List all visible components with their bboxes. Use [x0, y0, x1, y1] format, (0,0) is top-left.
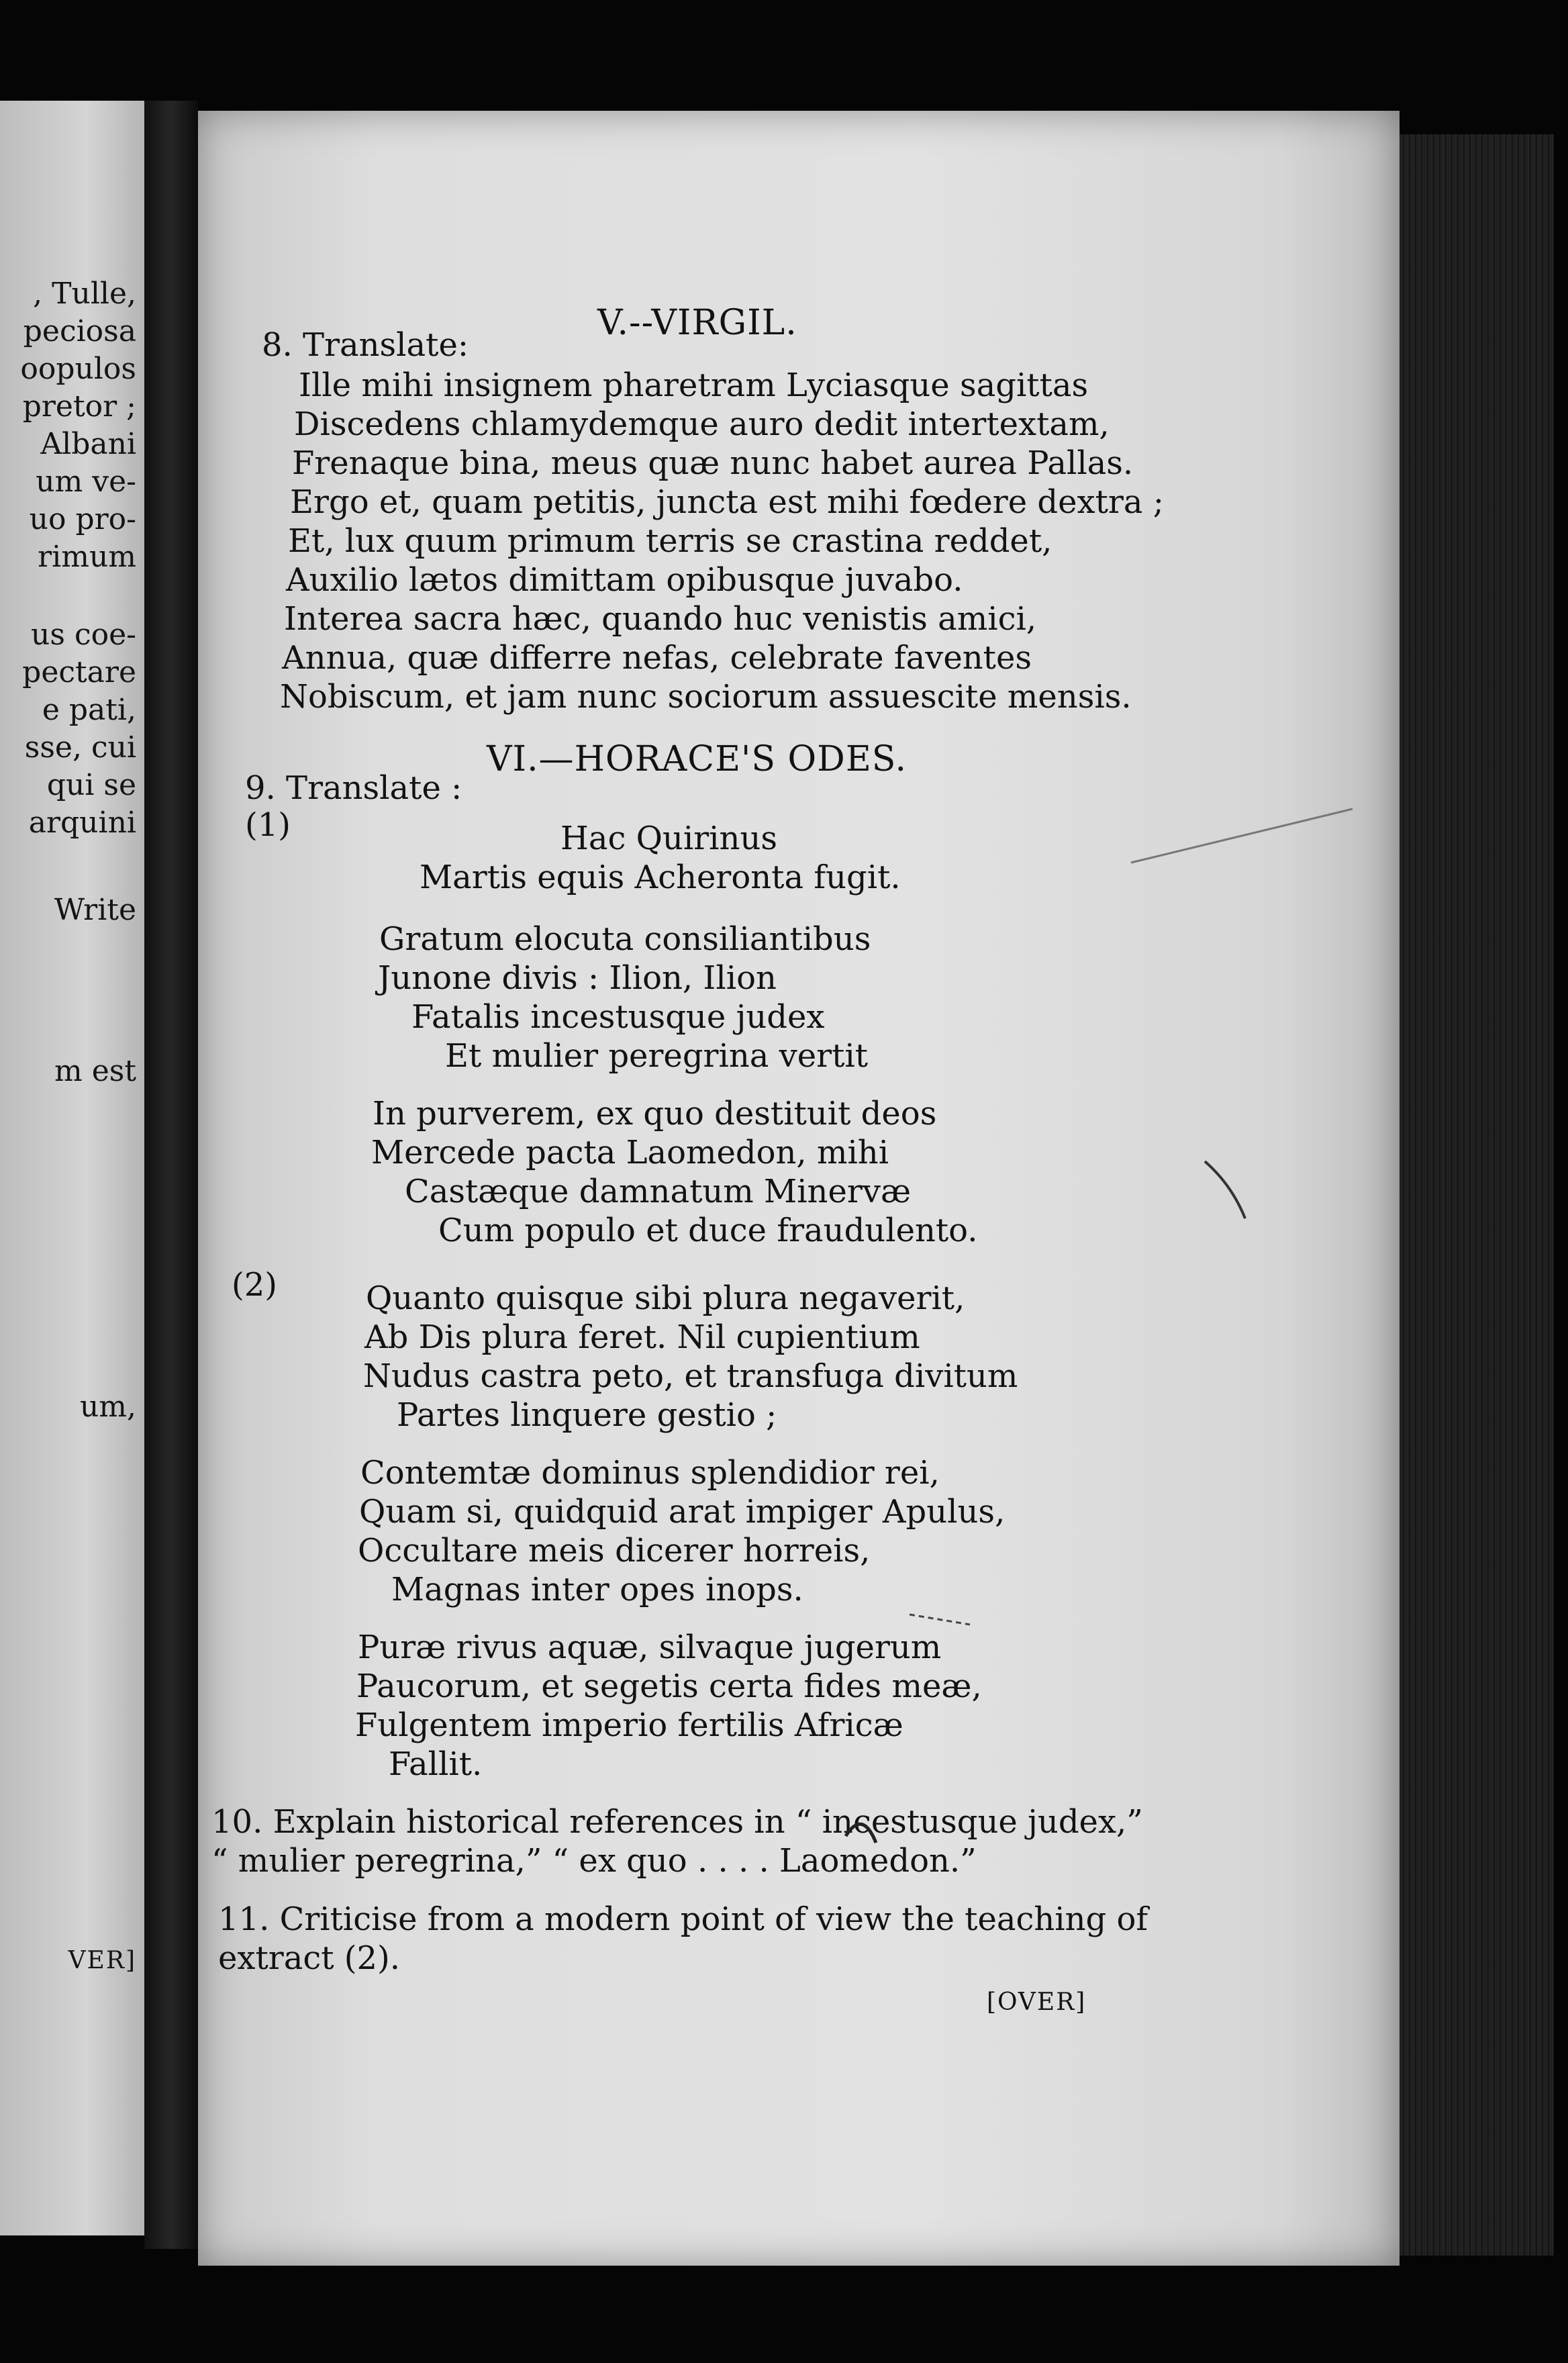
- section-heading-horace: VI.—HORACE'S ODES.: [487, 739, 908, 779]
- verse-line: Quam si, quidquid arat impiger Apulus,: [359, 1493, 1006, 1531]
- question-11-continued: extract (2).: [218, 1939, 401, 1977]
- left-fragment: us coe-: [31, 618, 136, 652]
- left-fragment: um ve-: [36, 465, 136, 499]
- left-fragment: uo pro-: [29, 502, 136, 536]
- left-fragment: Albani: [40, 427, 136, 461]
- verse-line: Frenaque bina, meus quæ nunc habet aurea Pallas.: [292, 444, 1134, 482]
- verse-line: Martis equis Acheronta fugit.: [420, 859, 901, 896]
- verse-line: Auxilio lætos dimittam opibusque juvabo.: [286, 561, 963, 599]
- question-11: 11. Criticise from a modern point of view the teaching of: [218, 1900, 1148, 1938]
- left-fragment: qui se: [46, 768, 136, 802]
- left-fragment: rimum: [38, 540, 136, 574]
- verse-line: Gratum elocuta consiliantibus: [379, 920, 871, 958]
- previous-page-edge: [0, 101, 144, 2235]
- verse-line: Et, lux quum primum terris se crastina reddet,: [288, 522, 1052, 560]
- section-heading-virgil: V.--VIRGIL.: [597, 303, 797, 343]
- left-fragment: arquini: [28, 806, 136, 840]
- book-gutter: [144, 101, 198, 2249]
- extract-1-label: (1): [245, 806, 291, 844]
- question-10: 10. Explain historical references in “ incestusque judex,”: [211, 1803, 1143, 1841]
- extract-2-label: (2): [232, 1266, 277, 1304]
- left-fragment: sse, cui: [24, 730, 136, 765]
- verse-line: Paucorum, et segetis certa fides meæ,: [356, 1668, 982, 1705]
- left-fragment: , Tulle,: [33, 277, 136, 311]
- verse-line: Ergo et, quam petitis, juncta est mihi fœdere dextra ;: [290, 483, 1164, 521]
- verse-line: Castæque damnatum Minervæ: [405, 1173, 912, 1210]
- question-10-continued: “ mulier peregrina,” “ ex quo . . . . Laomedon.”: [211, 1842, 977, 1880]
- verse-line: Fatalis incestusque judex: [411, 998, 825, 1036]
- left-fragment: pectare: [22, 655, 136, 689]
- verse-line: Annua, quæ differre nefas, celebrate faventes: [282, 639, 1032, 677]
- left-fragment: e pati,: [42, 693, 136, 727]
- verse-line: Nudus castra peto, et transfuga divitum: [363, 1357, 1018, 1395]
- verse-line: Contemtæ dominus splendidior rei,: [360, 1454, 940, 1492]
- verse-line: Quanto quisque sibi plura negaverit,: [366, 1280, 965, 1317]
- verse-line: Et mulier peregrina vertit: [445, 1037, 869, 1075]
- verse-line: Puræ rivus aquæ, silvaque jugerum: [358, 1629, 942, 1666]
- verse-line: Fulgentem imperio fertilis Africæ: [355, 1706, 903, 1744]
- verse-line: Occultare meis dicerer horreis,: [358, 1532, 871, 1570]
- verse-line: Junone divis : Ilion, Ilion: [378, 959, 777, 997]
- verse-line: Nobiscum, et jam nunc sociorum assuescite mensis.: [280, 678, 1132, 716]
- left-fragment: oopulos: [20, 352, 136, 386]
- verse-line: Hac Quirinus: [560, 820, 777, 857]
- left-fragment: pretor ;: [22, 389, 136, 424]
- verse-line: Discedens chlamydemque auro dedit intertextam,: [294, 405, 1110, 443]
- left-fragment: um,: [79, 1390, 136, 1424]
- left-fragment: VER]: [68, 1947, 136, 1974]
- verse-line: Ab Dis plura feret. Nil cupientium: [364, 1318, 920, 1356]
- verse-line: Cum populo et duce fraudulento.: [438, 1212, 978, 1249]
- verse-line: Interea sacra hæc, quando huc venistis amici,: [284, 600, 1037, 638]
- verse-line: In purverem, ex quo destituit deos: [373, 1095, 937, 1132]
- verse-line: Ille mihi insignem pharetram Lyciasque sagittas: [299, 367, 1089, 404]
- left-fragment: m est: [54, 1054, 136, 1088]
- verse-line: Mercede pacta Laomedon, mihi: [371, 1134, 889, 1171]
- left-fragment: Write: [54, 893, 136, 927]
- over-marker: [OVER]: [987, 1988, 1087, 2016]
- page-stack-edge: [1400, 134, 1554, 2256]
- verse-line: Magnas inter opes inops.: [391, 1571, 803, 1608]
- question-8-label: 8. Translate:: [262, 326, 469, 364]
- verse-line: Partes linquere gestio ;: [397, 1396, 777, 1434]
- main-page: [198, 111, 1400, 2266]
- question-9-label: 9. Translate :: [245, 769, 462, 807]
- verse-line: Fallit.: [389, 1745, 483, 1783]
- left-fragment: peciosa: [23, 314, 136, 348]
